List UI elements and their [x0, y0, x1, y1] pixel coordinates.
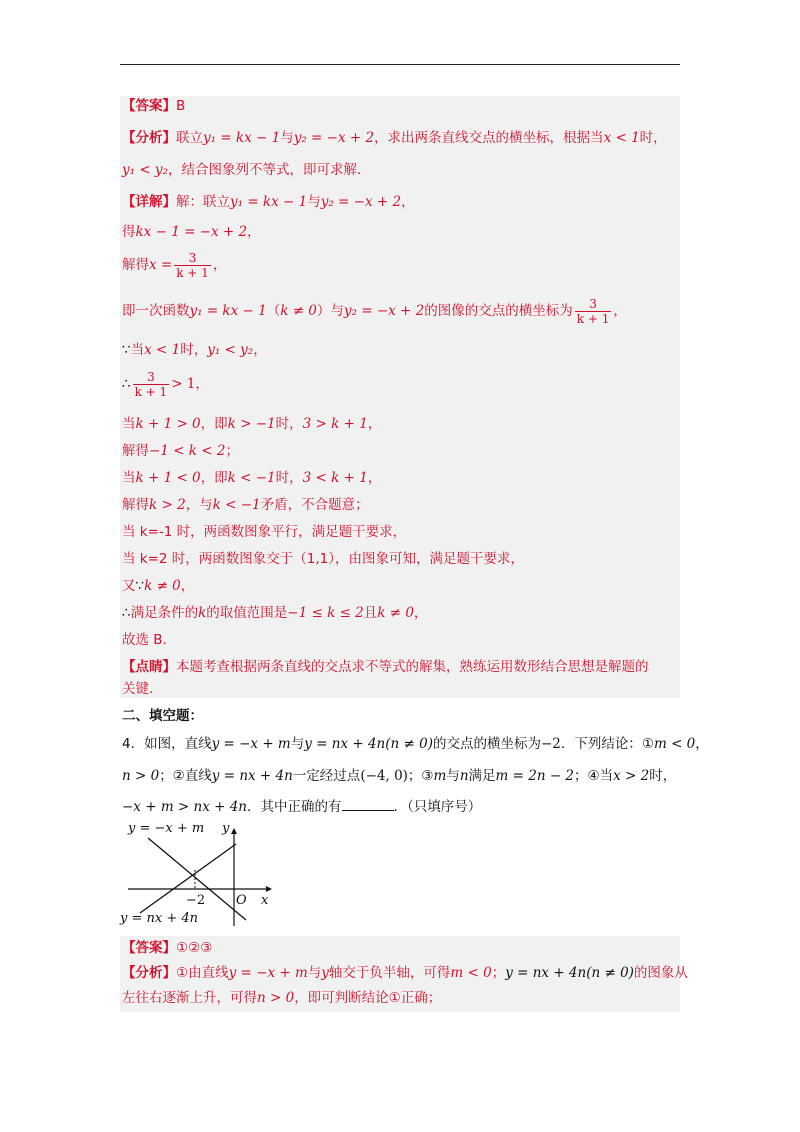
q4-graph: [118, 818, 278, 928]
q4-analysis-line1: 【分析】①由直线y = −x + m与y轴交于负半轴，可得m < 0；y = nx + 4n(n ≠ 0)的图象从: [122, 965, 688, 981]
q3-detail-line4: 即一次函数y₁ = kx − 1（k ≠ 0）与y₂ = −x + 2的图像的交点的横坐标为 $\frac{3}{k + 1}$ ，: [122, 296, 627, 326]
q4-question-line3: −x + m > nx + 4n．其中正确的有 ．（只填序号）: [122, 796, 481, 818]
q3-case3-line: 当 k=-1 时，两函数图象平行，满足题干要求，: [122, 524, 407, 540]
q3-detail-line6: ∴ $\frac{3}{k + 1}$ > 1，: [122, 369, 209, 399]
q3-conclusion-line: ∴满足条件的k的取值范围是−1 ≤ k ≤ 2且k ≠ 0，: [122, 605, 428, 621]
q3-case1-solve: 解得−1 < k < 2；: [122, 443, 239, 459]
q3-detail-line5: ∵当x < 1时，y₁ < y₂，: [122, 342, 267, 358]
q3-detail-line3: 解得x = $\frac{3}{k + 1}$ ，: [122, 250, 227, 280]
q3-answer-line: 【答案】B: [122, 98, 186, 114]
q3-comment-line1: 【点睛】本题考查根据两条直线的交点求不等式的解集，熟练运用数形结合思想是解题的: [122, 659, 649, 675]
section-heading: 二、填空题：: [122, 708, 203, 724]
q3-case4-line: 当 k=2 时，两函数图象交于（1,1），由图象可知，满足题干要求，: [122, 551, 525, 567]
q3-detail-line1: 【详解】解：联立y₁ = kx − 1与y₂ = −x + 2，: [122, 194, 415, 210]
y-axis-arrow: [231, 828, 237, 834]
q3-comment-line2: 关键.: [122, 681, 154, 697]
label-x: x: [261, 893, 269, 908]
q4-analysis-line2: 左往右逐渐上升，可得n > 0，即可判断结论①正确；: [122, 990, 442, 1006]
q3-case1-line: 当k + 1 > 0，即k > −1时，3 > k + 1，: [122, 416, 382, 432]
q3-detail-line2: 得kx − 1 = −x + 2，: [122, 224, 261, 240]
label-line1: y = −x + m: [128, 821, 205, 836]
label-y: y: [222, 821, 230, 836]
fraction: $\frac{3}{k + 1}$: [176, 250, 209, 280]
q4-question-line1: 4．如图，直线y = −x + m与y = nx + 4n(n ≠ 0)的交点的横坐标为−2．下列结论：①m < 0，: [122, 736, 709, 752]
q4-answer-line: 【答案】①②③: [122, 940, 213, 956]
answer-blank: [342, 796, 394, 811]
label-origin: O: [236, 893, 247, 908]
label-minus2: −2: [186, 893, 206, 908]
fraction: $\frac{3}{k + 1}$: [576, 296, 610, 326]
fraction: $\frac{3}{k + 1}$: [134, 369, 168, 399]
q3-analysis-line2: y₁ < y₂，结合图象列不等式，即可求解．: [122, 162, 371, 178]
label-line2: y = nx + 4n: [120, 911, 199, 926]
q4-question-line2: n > 0；②直线y = nx + 4n一定经过点(−4, 0)；③m与n满足m = 2n − 2；④当x > 2时，: [122, 768, 677, 784]
q3-case2-solve: 解得k > 2，与k < −1矛盾，不合题意；: [122, 497, 369, 513]
header-rule: [120, 64, 680, 65]
q3-knot0-line: 又∵k ≠ 0，: [122, 578, 195, 594]
q3-case2-line: 当k + 1 < 0，即k < −1时，3 < k + 1，: [122, 470, 382, 486]
q3-analysis-line1: 【分析】联立y₁ = kx − 1与y₂ = −x + 2，求出两条直线交点的横坐标，根据当x < 1时，: [122, 130, 667, 146]
q3-choose-line: 故选 B.: [122, 632, 167, 648]
x-axis-arrow: [266, 886, 272, 892]
